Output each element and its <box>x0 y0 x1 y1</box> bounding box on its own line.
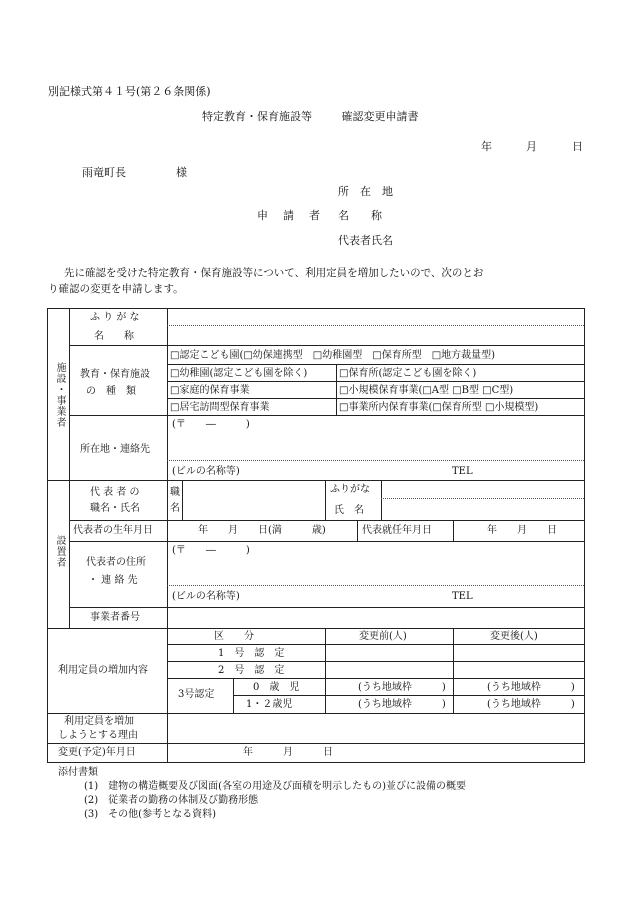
reason-label-2: しようとする理由 <box>58 730 138 741</box>
checkbox-kyotaku-homon[interactable]: □居宅訪問型保育事業 <box>170 402 270 413</box>
rep-birth-label: 代表者の生年月日 <box>73 525 153 536</box>
intro-line-1: 先に確認を受けた特定教育・保育施設等について、利用定員を増加したいので、次のとお <box>64 267 484 279</box>
checkbox-nintei-kodomoen[interactable]: □認定こども園(□幼保連携型 □幼稚園型 □保育所型 □地方裁量型) <box>170 350 496 361</box>
regional-slot-before-12[interactable]: (うち地域枠 ) <box>358 699 446 710</box>
rep-building-name[interactable]: (ビルの名称等) <box>172 591 240 602</box>
capacity-row-2-label: 2 号 認 定 <box>218 665 285 676</box>
establisher-section-label: 設置者 <box>54 535 65 568</box>
applicant-address-label: 所 在 地 <box>338 185 393 198</box>
rep-postal-code[interactable]: (〒 ― ) <box>172 545 250 556</box>
facility-address-label: 所在地・連絡先 <box>80 444 150 455</box>
checkbox-yochien[interactable]: □幼稚園(認定こども園を除く) <box>170 368 308 379</box>
checkbox-hoikusho[interactable]: □保育所(認定こども園を除く) <box>339 368 477 379</box>
reason-label-1: 利用定員を増加 <box>64 716 134 727</box>
date-year: 年 <box>481 140 492 153</box>
regional-slot-before-0[interactable]: (うち地域枠 ) <box>358 682 446 693</box>
title-part-1: 特定教育・保育施設等 <box>202 110 312 123</box>
rep-shimei-label: 氏 名 <box>334 505 364 516</box>
regional-slot-after-0[interactable]: (うち地域枠 ) <box>487 682 575 693</box>
rep-mei-label: 名 <box>170 503 180 514</box>
regional-slot-after-12[interactable]: (うち地域枠 ) <box>487 699 575 710</box>
rep-shoku-label: 職 <box>170 487 180 498</box>
addressee-honorific: 様 <box>176 166 187 179</box>
capacity-row-1-label: 1 号 認 定 <box>218 648 285 659</box>
facility-tel[interactable]: TEL <box>452 466 473 477</box>
facility-section-label: 施設・事業者 <box>54 362 65 428</box>
capacity-category-header: 区 分 <box>214 631 254 642</box>
attachment-item-1: (1) 建物の構造概要及び図面(各室の用途及び面積を明示したもの)並びに設備の概要 <box>84 781 466 792</box>
rep-tenure-date[interactable]: 年 月 日 <box>487 525 557 536</box>
capacity-after-header: 変更後(人) <box>490 631 538 642</box>
capacity-before-header: 変更前(人) <box>359 631 407 642</box>
change-date-value[interactable]: 年 月 日 <box>243 747 333 758</box>
facility-building-name[interactable]: (ビルの名称等) <box>172 466 240 477</box>
rep-birth-date[interactable]: 年 月 日(満 歳) <box>198 525 326 536</box>
change-date-label: 変更(予定)年月日 <box>58 747 136 758</box>
intro-line-2: り確認の変更を申請します。 <box>48 283 184 295</box>
title-part-2: 確認変更申請書 <box>341 110 419 123</box>
facility-type-label-1: 教育・保育施設 <box>80 369 150 380</box>
checkbox-shokibo-hoiku[interactable]: □小規模保育事業(□A型 □B型 □C型) <box>339 385 514 396</box>
document-title <box>202 108 419 124</box>
facility-postal-code[interactable]: (〒 ― ) <box>172 419 250 430</box>
facility-name-label: 名 称 <box>94 331 134 342</box>
capacity-row-3-group: 3号認定 <box>178 689 215 700</box>
rep-title-label-1: 代 表 者 の <box>90 487 140 498</box>
rep-address-label-1: 代表者の住所 <box>86 557 146 568</box>
capacity-row-3b-label: 1・２歳児 <box>246 699 293 710</box>
addressee: 雨竜町長 <box>82 166 126 179</box>
attachment-item-2: (2) 従業者の勤務の体制及び勤務形態 <box>84 795 259 806</box>
facility-furigana-label: ふ り が な <box>90 312 140 323</box>
attachment-item-3: (3) その他(参考となる資料) <box>84 809 216 820</box>
rep-tenure-label: 代表就任年月日 <box>362 525 432 536</box>
date-month: 月 <box>526 140 537 153</box>
date-day: 日 <box>572 140 583 153</box>
capacity-row-3a-label: 0 歳 児 <box>253 682 300 693</box>
rep-tel[interactable]: TEL <box>452 591 473 602</box>
checkbox-katei-hoiku[interactable]: □家庭的保育事業 <box>170 385 250 396</box>
applicant-name-label: 名 称 <box>338 209 382 222</box>
rep-title-label-2: 職名・氏名 <box>90 503 140 514</box>
facility-type-label-2: の 種 類 <box>86 386 136 397</box>
capacity-increase-label: 利用定員の増加内容 <box>58 665 148 676</box>
business-number-label: 事業者番号 <box>90 612 140 623</box>
rep-furigana-label: ふりがな <box>330 484 370 495</box>
checkbox-jigyoshonai-hoiku[interactable]: □事業所内保育事業(□保育所型 □小規模型) <box>339 402 539 413</box>
rep-address-label-2: ・ 連 絡 先 <box>88 575 138 586</box>
applicant-label: 申 請 者 <box>257 209 322 222</box>
attachments-title: 添付書類 <box>58 767 98 778</box>
form-number: 別記様式第４１号(第２６条関係) <box>48 85 211 98</box>
representative-name-label: 代表者氏名 <box>338 234 393 247</box>
